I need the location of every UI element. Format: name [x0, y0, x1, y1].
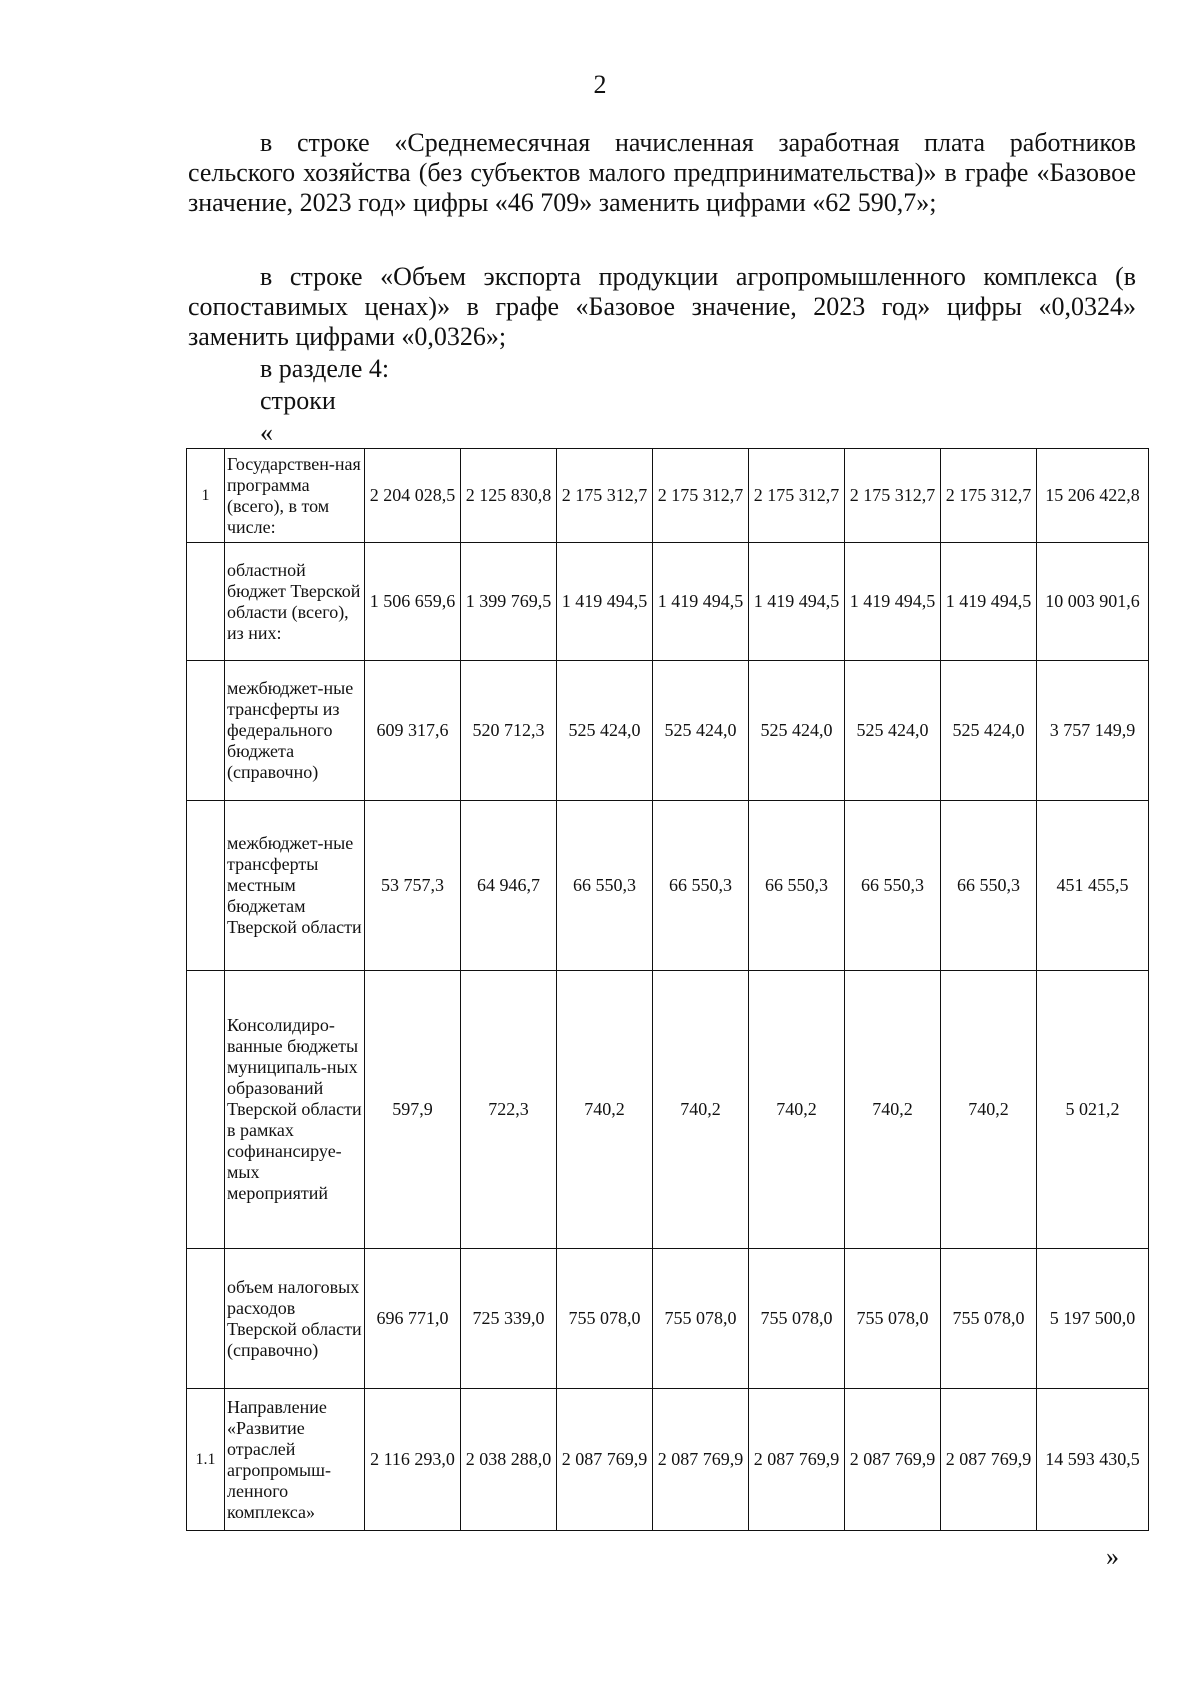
row-number: 1 — [187, 449, 225, 543]
value-cell: 64 946,7 — [461, 801, 557, 971]
table-row — [187, 801, 1149, 971]
value-cell: 525 424,0 — [845, 661, 941, 801]
value-cell: 755 078,0 — [941, 1249, 1037, 1389]
row-label: Государствен-ная программа (всего), в том числе: — [225, 449, 365, 543]
value-cell: 66 550,3 — [845, 801, 941, 971]
value-cell: 2 175 312,7 — [941, 449, 1037, 543]
value-cell: 740,2 — [845, 971, 941, 1249]
value-cell: 2 087 769,9 — [557, 1389, 653, 1531]
value-cell: 66 550,3 — [557, 801, 653, 971]
value-cell: 520 712,3 — [461, 661, 557, 801]
row-number — [187, 543, 225, 661]
value-cell: 2 175 312,7 — [653, 449, 749, 543]
row-label: объем налоговых расходов Тверской области (справочно) — [225, 1249, 365, 1389]
value-cell: 66 550,3 — [749, 801, 845, 971]
row-label: межбюджет-ные трансферты из федерального бюджета (справочно) — [225, 661, 365, 801]
value-cell: 1 419 494,5 — [941, 543, 1037, 661]
value-cell: 525 424,0 — [653, 661, 749, 801]
paragraph-export — [188, 262, 1136, 352]
paragraph-salary-text: в строке «Среднемесячная начисленная заработная плата работников сельского хозяйства (без субъектов малого предпринимательства)» в графе «Базовое значение, 2023 год» цифры «46 709» заменить цифрами «62 590,7»; — [188, 128, 1136, 217]
value-cell: 2 175 312,7 — [845, 449, 941, 543]
value-cell: 609 317,6 — [365, 661, 461, 801]
value-cell: 2 087 769,9 — [749, 1389, 845, 1531]
value-cell: 2 087 769,9 — [845, 1389, 941, 1531]
row-number — [187, 971, 225, 1249]
row-label: областной бюджет Тверской области (всего), из них: — [225, 543, 365, 661]
total-cell: 15 206 422,8 — [1037, 449, 1149, 543]
table-row — [187, 1249, 1149, 1389]
value-cell: 755 078,0 — [653, 1249, 749, 1389]
total-cell: 14 593 430,5 — [1037, 1389, 1149, 1531]
total-cell: 5 197 500,0 — [1037, 1249, 1149, 1389]
table-row — [187, 543, 1149, 661]
row-label: Направление «Развитие отраслей агропромыш-ленного комплекса» — [225, 1389, 365, 1531]
rows-line: строки — [260, 386, 336, 415]
value-cell: 2 087 769,9 — [941, 1389, 1037, 1531]
total-cell: 5 021,2 — [1037, 971, 1149, 1249]
value-cell: 740,2 — [653, 971, 749, 1249]
value-cell: 755 078,0 — [557, 1249, 653, 1389]
value-cell: 2 125 830,8 — [461, 449, 557, 543]
paragraph-salary — [188, 128, 1136, 218]
value-cell: 2 038 288,0 — [461, 1389, 557, 1531]
value-cell: 53 757,3 — [365, 801, 461, 971]
value-cell: 1 419 494,5 — [653, 543, 749, 661]
row-number — [187, 1249, 225, 1389]
value-cell: 2 175 312,7 — [749, 449, 845, 543]
value-cell: 696 771,0 — [365, 1249, 461, 1389]
value-cell: 1 419 494,5 — [845, 543, 941, 661]
section-line: в разделе 4: — [260, 354, 390, 383]
value-cell: 66 550,3 — [653, 801, 749, 971]
value-cell: 597,9 — [365, 971, 461, 1249]
value-cell: 525 424,0 — [557, 661, 653, 801]
closing-quote: » — [1106, 1542, 1119, 1571]
total-cell: 3 757 149,9 — [1037, 661, 1149, 801]
value-cell: 740,2 — [749, 971, 845, 1249]
value-cell: 66 550,3 — [941, 801, 1037, 971]
open-quote: « — [260, 418, 273, 447]
table-row — [187, 661, 1149, 801]
value-cell: 1 419 494,5 — [749, 543, 845, 661]
value-cell: 2 175 312,7 — [557, 449, 653, 543]
value-cell: 2 116 293,0 — [365, 1389, 461, 1531]
table-row — [187, 449, 1149, 543]
value-cell: 1 506 659,6 — [365, 543, 461, 661]
value-cell: 2 204 028,5 — [365, 449, 461, 543]
row-number — [187, 661, 225, 801]
value-cell: 2 087 769,9 — [653, 1389, 749, 1531]
value-cell: 525 424,0 — [941, 661, 1037, 801]
value-cell: 1 419 494,5 — [557, 543, 653, 661]
paragraph-export-text: в строке «Объем экспорта продукции агропромышленного комплекса (в сопоставимых ценах)» в графе «Базовое значение, 2023 год» цифры «0,0324» заменить цифрами «0,0326»; — [188, 262, 1136, 351]
row-number — [187, 801, 225, 971]
value-cell: 755 078,0 — [845, 1249, 941, 1389]
value-cell: 755 078,0 — [749, 1249, 845, 1389]
value-cell: 740,2 — [941, 971, 1037, 1249]
value-cell: 722,3 — [461, 971, 557, 1249]
total-cell: 451 455,5 — [1037, 801, 1149, 971]
row-number: 1.1 — [187, 1389, 225, 1531]
value-cell: 740,2 — [557, 971, 653, 1249]
row-label: межбюджет-ные трансферты местным бюджетам Тверской области — [225, 801, 365, 971]
table-body — [187, 449, 1149, 1531]
value-cell: 725 339,0 — [461, 1249, 557, 1389]
table-row — [187, 1389, 1149, 1531]
row-label: Консолидиро-ванные бюджеты муниципаль-ных образований Тверской области в рамках софинансируе-мых мероприятий — [225, 971, 365, 1249]
budget-table — [186, 448, 1149, 1531]
value-cell: 525 424,0 — [749, 661, 845, 801]
total-cell: 10 003 901,6 — [1037, 543, 1149, 661]
table-row — [187, 971, 1149, 1249]
value-cell: 1 399 769,5 — [461, 543, 557, 661]
page-number: 2 — [593, 70, 607, 99]
